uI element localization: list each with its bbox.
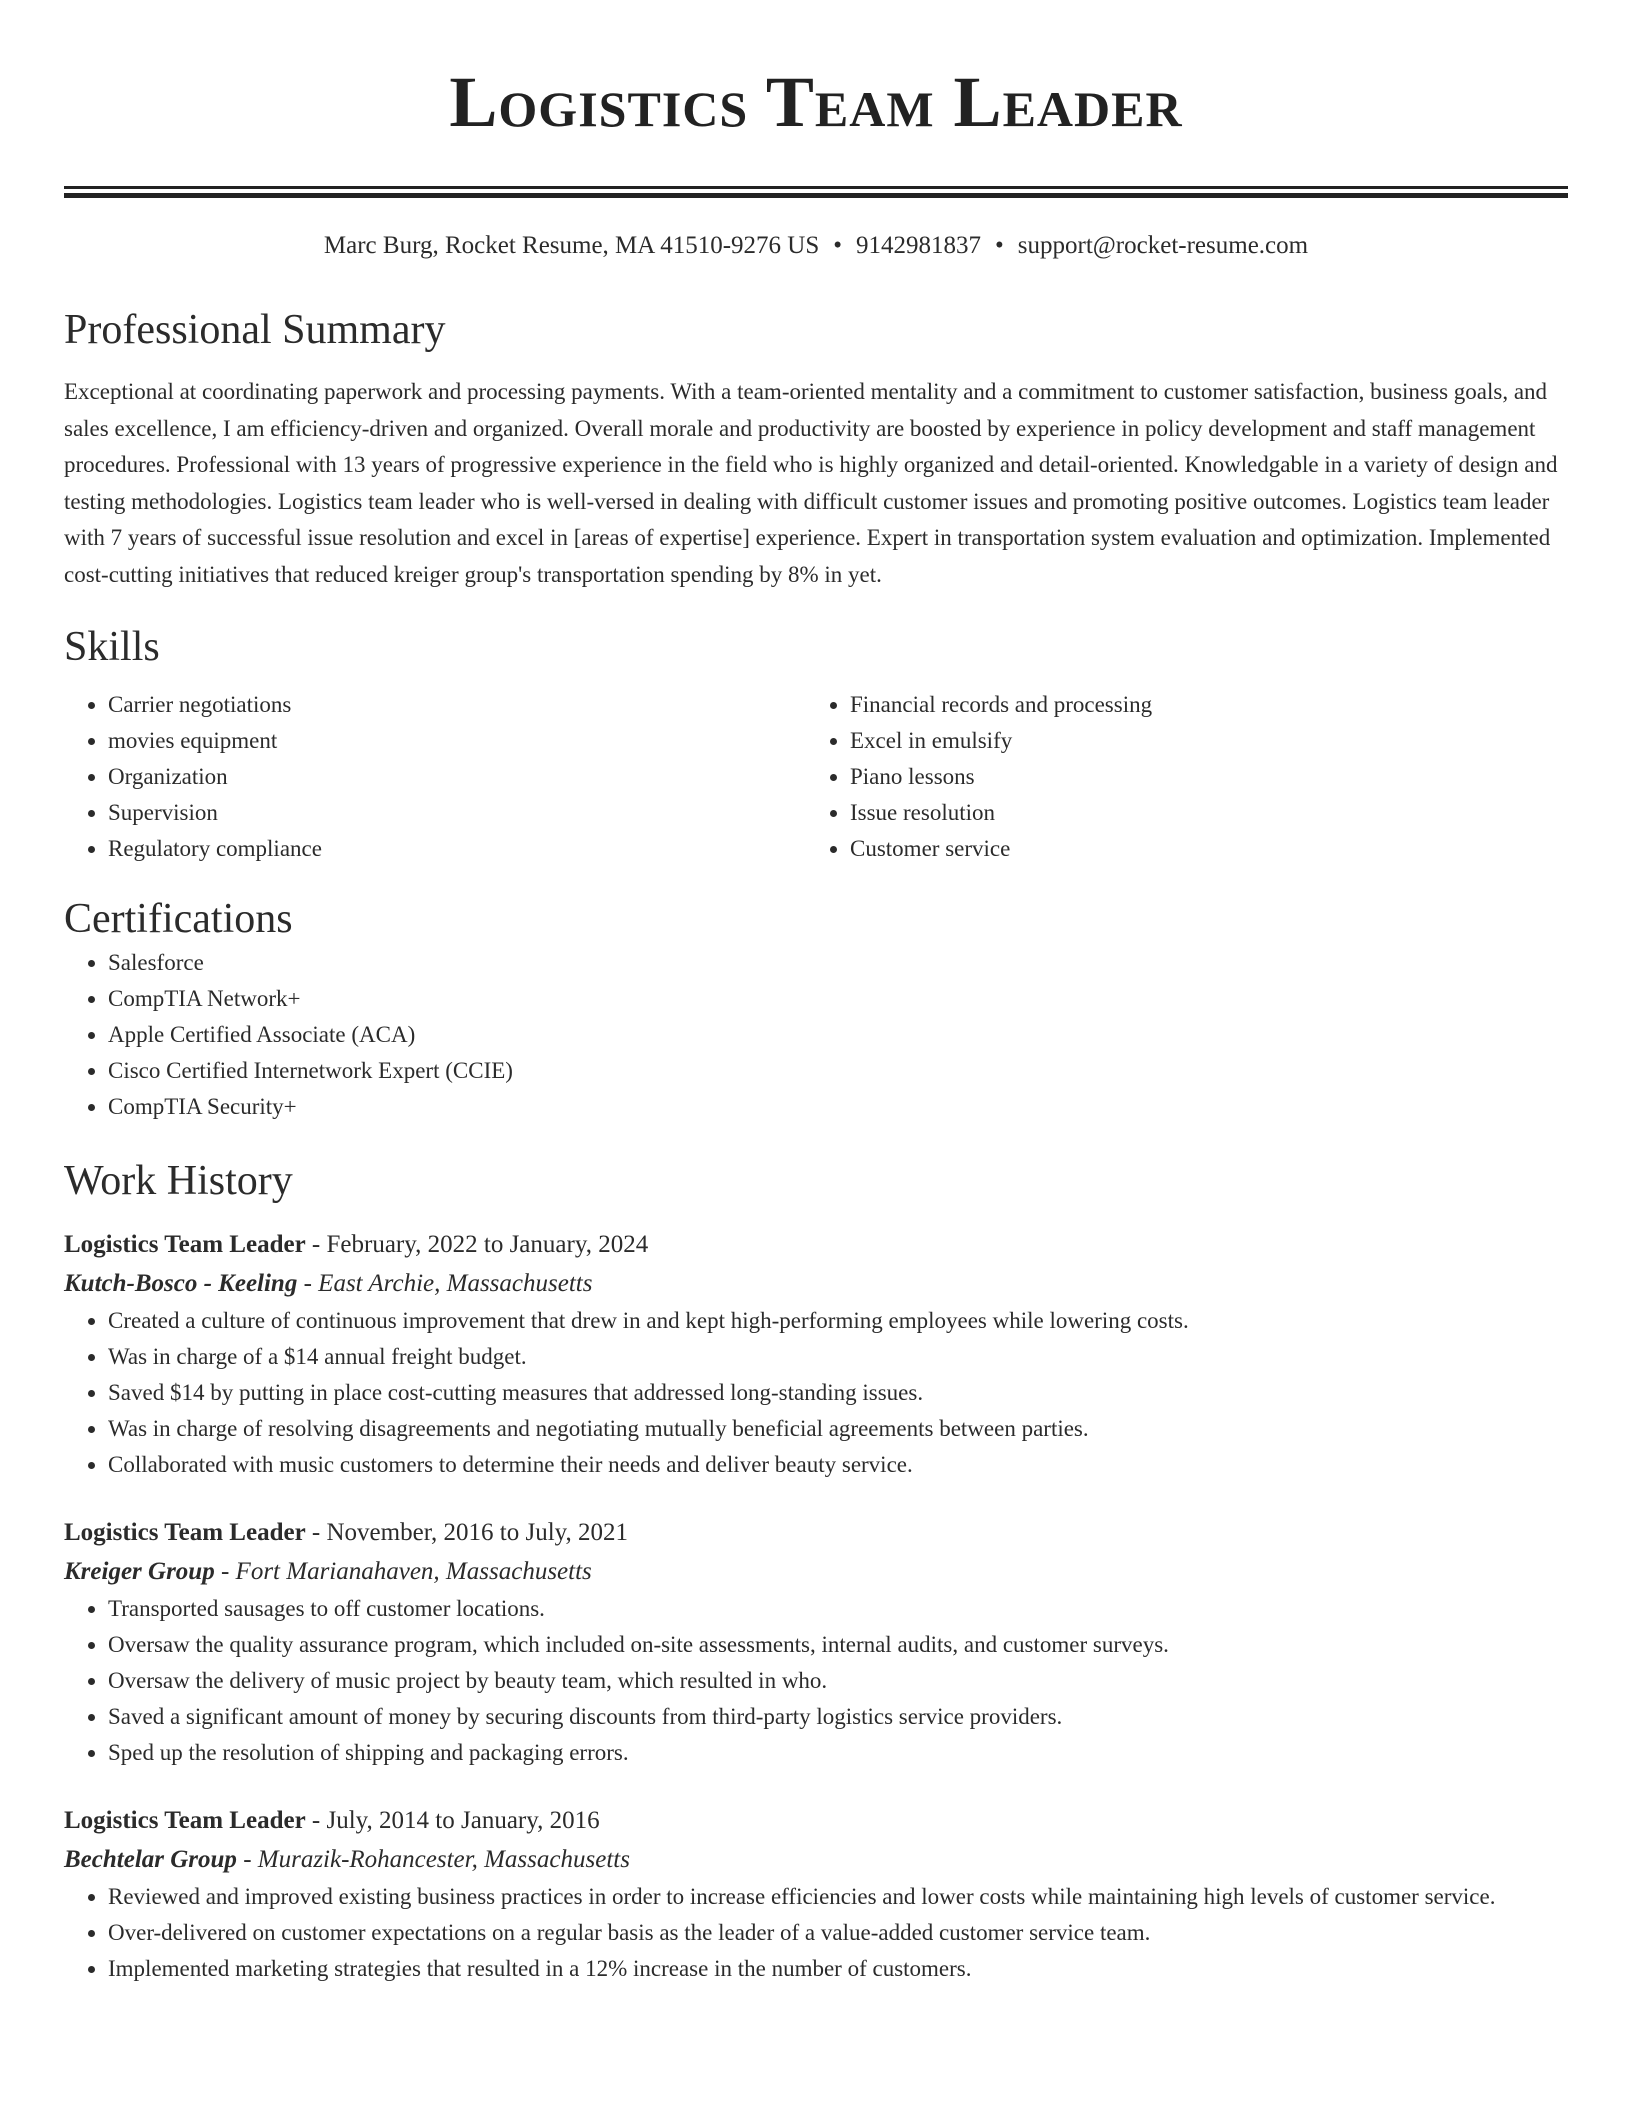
skills-list-right: [806, 687, 1548, 867]
skill-item: • movies equipment: [108, 723, 806, 759]
certifications-list: [64, 945, 1568, 1125]
job-company-line: Kutch-Bosco - Keeling - East Archie, Massachusetts: [64, 1270, 593, 1297]
job-duties-list: [64, 1303, 1568, 1483]
contact-separator: •: [995, 232, 1004, 259]
title-divider: [64, 186, 1568, 198]
skills-columns: [64, 687, 1568, 867]
job-company-line: Kreiger Group - Fort Marianahaven, Massachusetts: [64, 1558, 592, 1585]
skill-item: • Carrier negotiations: [108, 687, 806, 723]
job-duty: • Was in charge of resolving disagreements and negotiating mutually beneficial agreements between parties.: [108, 1411, 1568, 1447]
resume-title: Logistics Team Leader: [449, 62, 1183, 142]
contact-line: [64, 230, 1568, 262]
skill-item: • Supervision: [108, 795, 806, 831]
contact-separator: •: [833, 232, 843, 259]
certification-item: • Cisco Certified Internetwork Expert (CCIE): [108, 1053, 1568, 1089]
certifications-heading: Certifications: [64, 896, 293, 942]
certification-item: • Salesforce: [108, 945, 1568, 981]
job-dates: February, 2022 to January, 2024: [326, 1231, 649, 1258]
skill-item: • Organization: [108, 759, 806, 795]
job-duty: • Saved a significant amount of money by securing discounts from third-party logistics service providers.: [108, 1699, 1568, 1735]
skill-item: • Excel in emulsify: [850, 723, 1548, 759]
job-company: Kutch-Bosco - Keeling: [64, 1270, 298, 1297]
job-title-line: Logistics Team Leader - July, 2014 to January, 2016: [64, 1807, 600, 1834]
job-duty: • Collaborated with music customers to determine their needs and deliver beauty service.: [108, 1447, 1568, 1483]
certification-item: • CompTIA Security+: [108, 1089, 1568, 1125]
certification-item: • CompTIA Network+: [108, 981, 1568, 1017]
skill-item: • Piano lessons: [850, 759, 1548, 795]
job-duties-list: [64, 1879, 1568, 1987]
job-duty: • Created a culture of continuous improvement that drew in and kept high-performing employees while lowering costs.: [108, 1303, 1568, 1339]
job-dates: July, 2014 to January, 2016: [326, 1807, 600, 1834]
job-duty: • Sped up the resolution of shipping and packaging errors.: [108, 1735, 1568, 1771]
summary-heading: Professional Summary: [64, 307, 446, 353]
skills-heading: Skills: [64, 624, 160, 670]
contact-address: Marc Burg, Rocket Resume, MA 41510-9276 US: [323, 232, 820, 259]
job-entry: [64, 1801, 1568, 1987]
job-title-line: Logistics Team Leader - November, 2016 to July, 2021: [64, 1519, 629, 1546]
skill-item: • Financial records and processing: [850, 687, 1548, 723]
job-duty: • Was in charge of a $14 annual freight budget.: [108, 1339, 1568, 1375]
job-duty: • Over-delivered on customer expectations on a regular basis as the leader of a value-added customer service team.: [108, 1915, 1568, 1951]
job-entry: [64, 1513, 1568, 1771]
job-title-line: Logistics Team Leader - February, 2022 to January, 2024: [64, 1231, 649, 1258]
job-duty: • Oversaw the quality assurance program, which included on-site assessments, internal audits, and customer surveys.: [108, 1627, 1568, 1663]
skills-list-left: [64, 687, 806, 867]
job-dates: November, 2016 to July, 2021: [326, 1519, 629, 1546]
work-history-heading: Work History: [64, 1158, 293, 1204]
job-title: Logistics Team Leader: [64, 1231, 306, 1258]
job-duties-list: [64, 1591, 1568, 1771]
job-location: Fort Marianahaven, Massachusetts: [235, 1558, 592, 1585]
job-duty: • Saved $14 by putting in place cost-cutting measures that addressed long-standing issues.: [108, 1375, 1568, 1411]
contact-email: support@rocket-resume.com: [1017, 232, 1309, 259]
skill-item: • Regulatory compliance: [108, 831, 806, 867]
skill-item: • Customer service: [850, 831, 1548, 867]
skills-column-right: [806, 687, 1548, 867]
job-title: Logistics Team Leader: [64, 1807, 306, 1834]
job-duty: • Reviewed and improved existing business practices in order to increase efficiencies and lower costs while maintaining high levels of customer service.: [108, 1879, 1568, 1915]
job-duty: • Transported sausages to off customer locations.: [108, 1591, 1568, 1627]
job-title: Logistics Team Leader: [64, 1519, 306, 1546]
job-entry: [64, 1225, 1568, 1483]
contact-phone: 9142981837: [856, 232, 982, 259]
skill-item: • Issue resolution: [850, 795, 1548, 831]
job-location: East Archie, Massachusetts: [318, 1270, 593, 1297]
skills-column-left: [64, 687, 806, 867]
job-duty: • Implemented marketing strategies that resulted in a 12% increase in the number of customers.: [108, 1951, 1568, 1987]
certification-item: • Apple Certified Associate (ACA): [108, 1017, 1568, 1053]
job-duty: • Oversaw the delivery of music project by beauty team, which resulted in who.: [108, 1663, 1568, 1699]
job-company: Kreiger Group: [64, 1558, 215, 1585]
summary-text: Exceptional at coordinating paperwork and processing payments. With a team-oriented mentality and a commitment to customer satisfaction, business goals, and sales excellence, I am efficiency-driven and organized. Overall morale and productivity are boosted by experience in policy development and staff management procedures. Professional with 13 years of progressive experience in the field who is highly organized and detail-oriented. Knowledgable in a variety of design and testing methodologies. Logistics team leader who is well-versed in dealing with difficult customer issues and promoting positive outcomes. Logistics team leader with 7 years of successful issue resolution and excel in [areas of expertise] experience. Expert in transportation system evaluation and optimization. Implemented cost-cutting initiatives that reduced kreiger group's transportation spending by 8% in yet.: [64, 379, 1558, 587]
job-location: Murazik-Rohancester, Massachusetts: [257, 1846, 630, 1873]
job-company-line: Bechtelar Group - Murazik-Rohancester, Massachusetts: [64, 1846, 630, 1873]
job-company: Bechtelar Group: [64, 1846, 237, 1873]
